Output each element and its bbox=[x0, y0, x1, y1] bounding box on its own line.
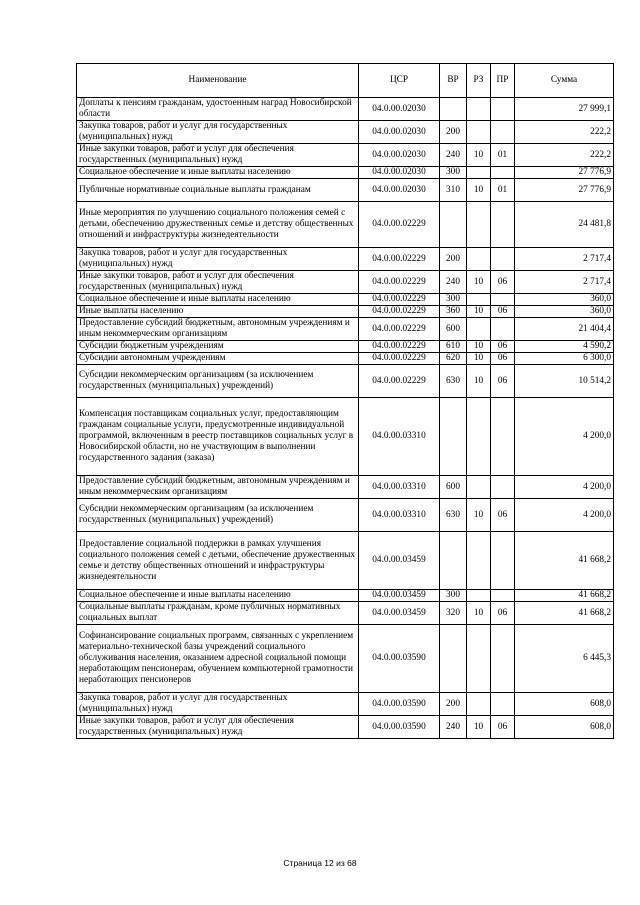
row-csr-cell: 04.0.00.02229 bbox=[359, 318, 440, 341]
header-sum: Сумма bbox=[515, 64, 614, 98]
header-pr: ПР bbox=[491, 64, 515, 98]
row-name-cell: Закупка товаров, работ и услуг для государственных (муниципальных) нужд bbox=[77, 121, 359, 144]
row-vr-cell: 360 bbox=[440, 306, 467, 318]
row-name-cell: Субсидии некоммерческим организациям (за исключением государственных (муниципальных) учреждений) bbox=[77, 499, 359, 532]
row-sum-cell: 6 445,3 bbox=[515, 625, 614, 693]
row-name-cell: Социальное обеспечение и иные выплаты населению bbox=[77, 294, 359, 306]
row-pr-cell bbox=[491, 294, 515, 306]
row-sum-cell: 41 668,2 bbox=[515, 602, 614, 625]
row-sum-cell: 4 200,0 bbox=[515, 476, 614, 499]
row-rz-cell: 10 bbox=[467, 306, 491, 318]
row-rz-cell: 10 bbox=[467, 271, 491, 294]
table-row bbox=[77, 625, 614, 693]
table-row bbox=[77, 144, 614, 167]
row-name-cell: Социальное обеспечение и иные выплаты населению bbox=[77, 167, 359, 179]
row-csr-cell: 04.0.00.02030 bbox=[359, 144, 440, 167]
row-name-cell: Иные закупки товаров, работ и услуг для обеспечения государственных (муниципальных) нужд bbox=[77, 271, 359, 294]
row-csr-cell: 04.0.00.03590 bbox=[359, 693, 440, 716]
row-name-cell: Социальное обеспечение и иные выплаты населению bbox=[77, 590, 359, 602]
header-csr: ЦСР bbox=[359, 64, 440, 98]
row-pr-cell: 06 bbox=[491, 271, 515, 294]
table-header-row bbox=[77, 64, 614, 98]
row-vr-cell: 200 bbox=[440, 693, 467, 716]
row-rz-cell: 10 bbox=[467, 341, 491, 353]
row-rz-cell: 10 bbox=[467, 144, 491, 167]
table-row bbox=[77, 248, 614, 271]
row-vr-cell bbox=[440, 625, 467, 693]
row-name-cell: Доплаты к пенсиям гражданам, удостоенным наград Новосибирской области bbox=[77, 98, 359, 121]
row-rz-cell: 10 bbox=[467, 716, 491, 739]
row-pr-cell: 06 bbox=[491, 306, 515, 318]
row-name-cell: Субсидии бюджетным учреждениям bbox=[77, 341, 359, 353]
row-csr-cell: 04.0.00.02229 bbox=[359, 271, 440, 294]
row-csr-cell: 04.0.00.02229 bbox=[359, 294, 440, 306]
row-pr-cell: 06 bbox=[491, 353, 515, 365]
row-pr-cell bbox=[491, 476, 515, 499]
row-pr-cell bbox=[491, 202, 515, 248]
row-sum-cell: 41 668,2 bbox=[515, 590, 614, 602]
row-csr-cell: 04.0.00.02030 bbox=[359, 179, 440, 202]
row-rz-cell bbox=[467, 98, 491, 121]
row-pr-cell bbox=[491, 625, 515, 693]
row-sum-cell: 41 668,2 bbox=[515, 532, 614, 590]
row-rz-cell bbox=[467, 398, 491, 476]
row-rz-cell bbox=[467, 625, 491, 693]
table-row bbox=[77, 693, 614, 716]
row-pr-cell: 06 bbox=[491, 365, 515, 398]
row-pr-cell: 06 bbox=[491, 602, 515, 625]
row-rz-cell bbox=[467, 532, 491, 590]
row-rz-cell bbox=[467, 693, 491, 716]
table-row bbox=[77, 202, 614, 248]
header-name: Наименование bbox=[77, 64, 359, 98]
row-sum-cell: 608,0 bbox=[515, 716, 614, 739]
row-pr-cell bbox=[491, 98, 515, 121]
row-vr-cell: 630 bbox=[440, 365, 467, 398]
row-rz-cell bbox=[467, 590, 491, 602]
row-sum-cell: 27 776,9 bbox=[515, 167, 614, 179]
row-rz-cell: 10 bbox=[467, 179, 491, 202]
table-row bbox=[77, 271, 614, 294]
row-vr-cell: 240 bbox=[440, 716, 467, 739]
table-row bbox=[77, 167, 614, 179]
row-vr-cell: 600 bbox=[440, 476, 467, 499]
row-csr-cell: 04.0.00.02229 bbox=[359, 202, 440, 248]
row-vr-cell: 600 bbox=[440, 318, 467, 341]
table-row bbox=[77, 98, 614, 121]
row-pr-cell: 06 bbox=[491, 341, 515, 353]
row-name-cell: Предоставление субсидий бюджетным, автономным учреждениям и иным некоммерческим организациям bbox=[77, 318, 359, 341]
row-name-cell: Компенсация поставщикам социальных услуг, предоставляющим гражданам социальные услуги, предусмотренные индивидуальной программой, включенным в реестр поставщиков социальных услуг в Новосибирской области, но не участвующим в выполнении государственного задания (заказа) bbox=[77, 398, 359, 476]
table-row bbox=[77, 398, 614, 476]
table-row bbox=[77, 590, 614, 602]
row-sum-cell: 27 776,9 bbox=[515, 179, 614, 202]
row-csr-cell: 04.0.00.02229 bbox=[359, 306, 440, 318]
row-name-cell: Предоставление субсидий бюджетным, автономным учреждениям и иным некоммерческим организациям bbox=[77, 476, 359, 499]
row-vr-cell bbox=[440, 398, 467, 476]
row-sum-cell: 2 717,4 bbox=[515, 248, 614, 271]
row-name-cell: Иные выплаты населению bbox=[77, 306, 359, 318]
row-rz-cell bbox=[467, 294, 491, 306]
row-name-cell: Субсидии некоммерческим организациям (за исключением государственных (муниципальных) учреждений) bbox=[77, 365, 359, 398]
row-pr-cell: 06 bbox=[491, 499, 515, 532]
row-name-cell: Софинансирование социальных программ, связанных с укреплением материально-технической базы учреждений социального обслуживания населения, оказанием адресной социальной помощи неработающим пенсионерам, обучением компьютерной грамотности неработающих пенсионеров bbox=[77, 625, 359, 693]
row-vr-cell bbox=[440, 532, 467, 590]
row-vr-cell: 200 bbox=[440, 121, 467, 144]
row-vr-cell bbox=[440, 98, 467, 121]
row-csr-cell: 04.0.00.03310 bbox=[359, 499, 440, 532]
table-row bbox=[77, 341, 614, 353]
row-name-cell: Предоставление социальной поддержки в рамках улучшения социального положения семей с детьми, обеспечение дружественных семье и детству общественных отношений и инфраструктуры жизнедеятельности bbox=[77, 532, 359, 590]
table-row bbox=[77, 179, 614, 202]
table-row bbox=[77, 499, 614, 532]
row-csr-cell: 04.0.00.03459 bbox=[359, 590, 440, 602]
row-sum-cell: 222,2 bbox=[515, 121, 614, 144]
row-rz-cell: 10 bbox=[467, 602, 491, 625]
row-name-cell: Субсидии автономным учреждениям bbox=[77, 353, 359, 365]
row-pr-cell bbox=[491, 532, 515, 590]
table-row bbox=[77, 306, 614, 318]
row-sum-cell: 4 590,2 bbox=[515, 341, 614, 353]
row-vr-cell bbox=[440, 202, 467, 248]
row-name-cell: Закупка товаров, работ и услуг для государственных (муниципальных) нужд bbox=[77, 248, 359, 271]
row-csr-cell: 04.0.00.03459 bbox=[359, 602, 440, 625]
row-pr-cell bbox=[491, 590, 515, 602]
row-sum-cell: 4 200,0 bbox=[515, 398, 614, 476]
table-row bbox=[77, 716, 614, 739]
row-csr-cell: 04.0.00.03310 bbox=[359, 398, 440, 476]
row-sum-cell: 10 514,2 bbox=[515, 365, 614, 398]
row-vr-cell: 610 bbox=[440, 341, 467, 353]
row-rz-cell bbox=[467, 318, 491, 341]
row-pr-cell bbox=[491, 398, 515, 476]
header-rz: РЗ bbox=[467, 64, 491, 98]
row-name-cell: Иные закупки товаров, работ и услуг для обеспечения государственных (муниципальных) нужд bbox=[77, 716, 359, 739]
row-sum-cell: 24 481,8 bbox=[515, 202, 614, 248]
table-row bbox=[77, 532, 614, 590]
row-rz-cell: 10 bbox=[467, 353, 491, 365]
row-rz-cell bbox=[467, 202, 491, 248]
row-vr-cell: 300 bbox=[440, 167, 467, 179]
row-name-cell: Публичные нормативные социальные выплаты гражданам bbox=[77, 179, 359, 202]
row-csr-cell: 04.0.00.02030 bbox=[359, 167, 440, 179]
row-sum-cell: 360,0 bbox=[515, 306, 614, 318]
row-pr-cell: 01 bbox=[491, 179, 515, 202]
header-vr: ВР bbox=[440, 64, 467, 98]
row-pr-cell bbox=[491, 248, 515, 271]
row-vr-cell: 240 bbox=[440, 271, 467, 294]
row-pr-cell bbox=[491, 318, 515, 341]
table-row bbox=[77, 318, 614, 341]
row-name-cell: Социальные выплаты гражданам, кроме публичных нормативных социальных выплат bbox=[77, 602, 359, 625]
table-row bbox=[77, 476, 614, 499]
row-csr-cell: 04.0.00.02229 bbox=[359, 365, 440, 398]
row-pr-cell: 06 bbox=[491, 716, 515, 739]
row-rz-cell bbox=[467, 167, 491, 179]
row-pr-cell: 01 bbox=[491, 144, 515, 167]
row-pr-cell bbox=[491, 121, 515, 144]
row-vr-cell: 300 bbox=[440, 590, 467, 602]
row-vr-cell: 200 bbox=[440, 248, 467, 271]
row-sum-cell: 608,0 bbox=[515, 693, 614, 716]
budget-table bbox=[76, 63, 614, 739]
row-sum-cell: 222,2 bbox=[515, 144, 614, 167]
page-footer: Страница 12 из 68 bbox=[283, 858, 357, 868]
row-vr-cell: 240 bbox=[440, 144, 467, 167]
row-pr-cell bbox=[491, 167, 515, 179]
row-csr-cell: 04.0.00.02030 bbox=[359, 121, 440, 144]
row-rz-cell bbox=[467, 248, 491, 271]
table-row bbox=[77, 121, 614, 144]
row-pr-cell bbox=[491, 693, 515, 716]
row-vr-cell: 320 bbox=[440, 602, 467, 625]
table-row bbox=[77, 365, 614, 398]
row-csr-cell: 04.0.00.03459 bbox=[359, 532, 440, 590]
row-vr-cell: 310 bbox=[440, 179, 467, 202]
row-csr-cell: 04.0.00.03310 bbox=[359, 476, 440, 499]
row-rz-cell: 10 bbox=[467, 499, 491, 532]
row-rz-cell bbox=[467, 121, 491, 144]
row-csr-cell: 04.0.00.03590 bbox=[359, 625, 440, 693]
row-csr-cell: 04.0.00.02229 bbox=[359, 353, 440, 365]
row-sum-cell: 2 717,4 bbox=[515, 271, 614, 294]
table-row bbox=[77, 294, 614, 306]
row-sum-cell: 27 999,1 bbox=[515, 98, 614, 121]
row-name-cell: Иные мероприятия по улучшению социального положения семей с детьми, обеспечению дружественных семье и детству общественных отношений и инфраструктуры жизнедеятельности bbox=[77, 202, 359, 248]
row-sum-cell: 360,0 bbox=[515, 294, 614, 306]
row-name-cell: Иные закупки товаров, работ и услуг для обеспечения государственных (муниципальных) нужд bbox=[77, 144, 359, 167]
row-rz-cell bbox=[467, 476, 491, 499]
table-row bbox=[77, 353, 614, 365]
row-vr-cell: 300 bbox=[440, 294, 467, 306]
row-vr-cell: 620 bbox=[440, 353, 467, 365]
row-csr-cell: 04.0.00.02229 bbox=[359, 341, 440, 353]
row-sum-cell: 21 404,4 bbox=[515, 318, 614, 341]
row-rz-cell: 10 bbox=[467, 365, 491, 398]
row-csr-cell: 04.0.00.03590 bbox=[359, 716, 440, 739]
row-csr-cell: 04.0.00.02030 bbox=[359, 98, 440, 121]
row-sum-cell: 4 200,0 bbox=[515, 499, 614, 532]
row-csr-cell: 04.0.00.02229 bbox=[359, 248, 440, 271]
row-sum-cell: 6 300,0 bbox=[515, 353, 614, 365]
row-name-cell: Закупка товаров, работ и услуг для государственных (муниципальных) нужд bbox=[77, 693, 359, 716]
row-vr-cell: 630 bbox=[440, 499, 467, 532]
table-row bbox=[77, 602, 614, 625]
